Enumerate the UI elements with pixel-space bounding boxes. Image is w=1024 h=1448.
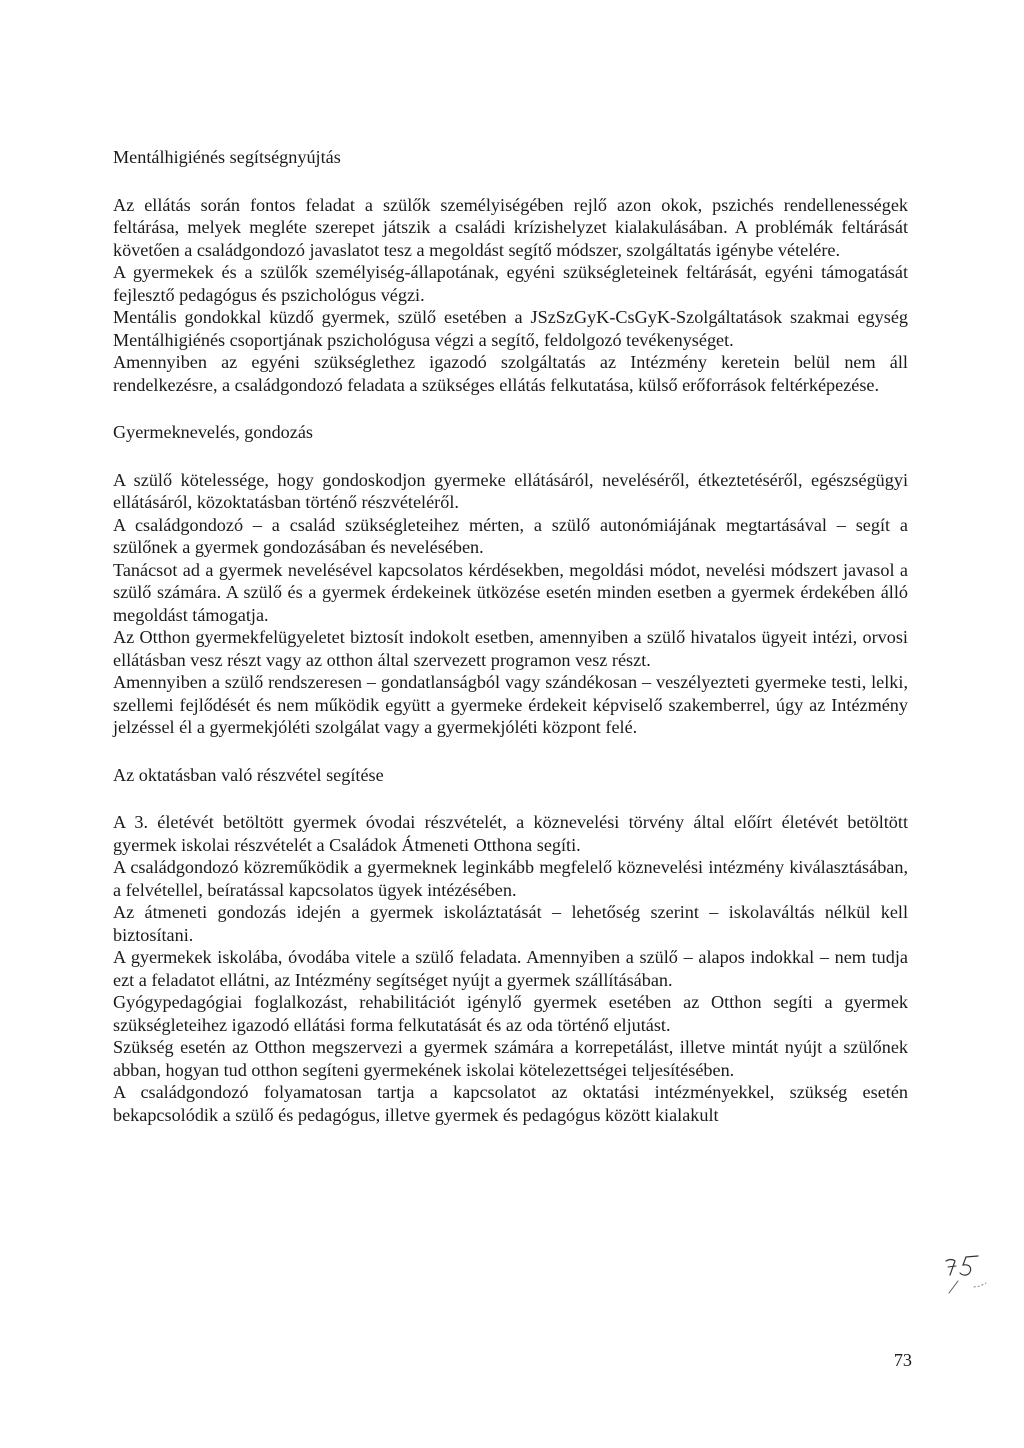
paragraph: A gyermekek és a szülők személyiség-állapotának, egyéni szükségleteinek feltárását, egyéni támogatását fejlesztő pedagógus és pszichológus végzi. bbox=[113, 262, 908, 305]
paragraph: A családgondozó – a család szükségleteihez mérten, a szülő autonómiájának megtartásával – segít a szülőnek a gyermek gondozásában és nevelésében. bbox=[113, 514, 908, 557]
document-page bbox=[113, 146, 908, 1126]
paragraph: Tanácsot ad a gyermek nevelésével kapcsolatos kérdésekben, megoldási módot, nevelési módszert javasol a szülő számára. A szülő és a gyermek érdekeinek ütközése esetén minden esetben a gyermek érdekében álló megoldást támogatja. bbox=[113, 559, 908, 625]
paragraph: A gyermekek iskolába, óvodába vitele a szülő feladata. Amennyiben a szülő – alapos indokkal – nem tudja ezt a feladatot ellátni, az Intézmény segítséget nyújt a gyermek szállításában. bbox=[113, 947, 908, 990]
paragraph: Amennyiben a szülő rendszeresen – gondatlanságból vagy szándékosan – veszélyezteti gyermeke testi, lelki, szellemi fejlődését és nem működik együtt a gyermeke érdekeit képviselő szakemberrel, úgy az Intézmény jelzéssel él a gyermekjóléti szolgálat vagy a gyermekjóléti központ felé. bbox=[113, 672, 908, 737]
paragraph: A családgondozó folyamatosan tartja a kapcsolatot az oktatási intézményekkel, szükség esetén bekapcsolódik a szülő és pedagógus, illetve gyermek és pedagógus között kialakult bbox=[113, 1082, 908, 1125]
paragraph: Mentális gondokkal küzdő gyermek, szülő esetében a JSzSzGyK-CsGyK-Szolgáltatások szakmai egység Mentálhigiénés csoportjának pszichológusa végzi a segítő, feldolgozó tevékenységet. bbox=[113, 307, 908, 350]
paragraph: Az ellátás során fontos feladat a szülők személyiségében rejlő azon okok, pszichés rendellenességek feltárása, melyek megléte szerepet játszik a családi krízishelyzet kialakulásában. A problémák feltárását követően a családgondozó javaslatot tesz a megoldást segítő módszer, szolgáltatás igénybe vételére. bbox=[113, 194, 908, 260]
paragraph: Gyógypedagógiai foglalkozást, rehabilitációt igénylő gyermek esetében az Otthon segíti a gyermek szükségleteihez igazodó ellátási forma felkutatását és az oda történő eljutást. bbox=[113, 992, 908, 1035]
section-education-support bbox=[113, 764, 908, 1127]
handwritten-page-mark bbox=[944, 1253, 992, 1295]
paragraph: Az átmeneti gondozás idején a gyermek iskoláztatását – lehetőség szerint – iskolaváltás nélkül kell biztosítani. bbox=[113, 902, 908, 945]
section-heading: Gyermeknevelés, gondozás bbox=[113, 422, 313, 442]
paragraph: A 3. életévét betöltött gyermek óvodai részvételét, a köznevelési törvény által előírt életévét betöltött gyermek iskolai részvételét a Családok Átmeneti Otthona segíti. bbox=[113, 812, 908, 855]
page-number: 73 bbox=[893, 1350, 912, 1370]
section-heading: Az oktatásban való részvétel segítése bbox=[113, 764, 384, 785]
paragraph: A családgondozó közreműködik a gyermeknek leginkább megfelelő köznevelési intézmény kiválasztásában, a felvétellel, beíratással kapcsolatos ügyek intézésében. bbox=[113, 857, 908, 900]
section-heading: Mentálhigiénés segítségnyújtás bbox=[113, 147, 341, 167]
paragraph: Szükség esetén az Otthon megszervezi a gyermek számára a korrepetálást, illetve mintát nyújt a szülőnek abban, hogyan tud otthon segíteni gyermekének iskolai kötelezettségei teljesítésében. bbox=[113, 1037, 908, 1080]
section-child-rearing bbox=[113, 421, 908, 739]
paragraph: Amennyiben az egyéni szükséglethez igazodó szolgáltatás az Intézmény keretein belül nem áll rendelkezésre, a családgondozó feladata a szükséges ellátás felkutatása, külső erőforrások feltérképezése. bbox=[113, 352, 908, 395]
paragraph: A szülő kötelessége, hogy gondoskodjon gyermeke ellátásáról, neveléséről, étkeztetéséről, egészségügyi ellátásáról, közoktatásban történő részvételéről. bbox=[113, 469, 908, 512]
paragraph: Az Otthon gyermekfelügyeletet biztosít indokolt esetben, amennyiben a szülő hivatalos ügyeit intézi, orvosi ellátásban vesz részt vagy az otthon által szervezett programon vesz részt. bbox=[113, 627, 908, 670]
section-mental-health bbox=[113, 146, 908, 396]
